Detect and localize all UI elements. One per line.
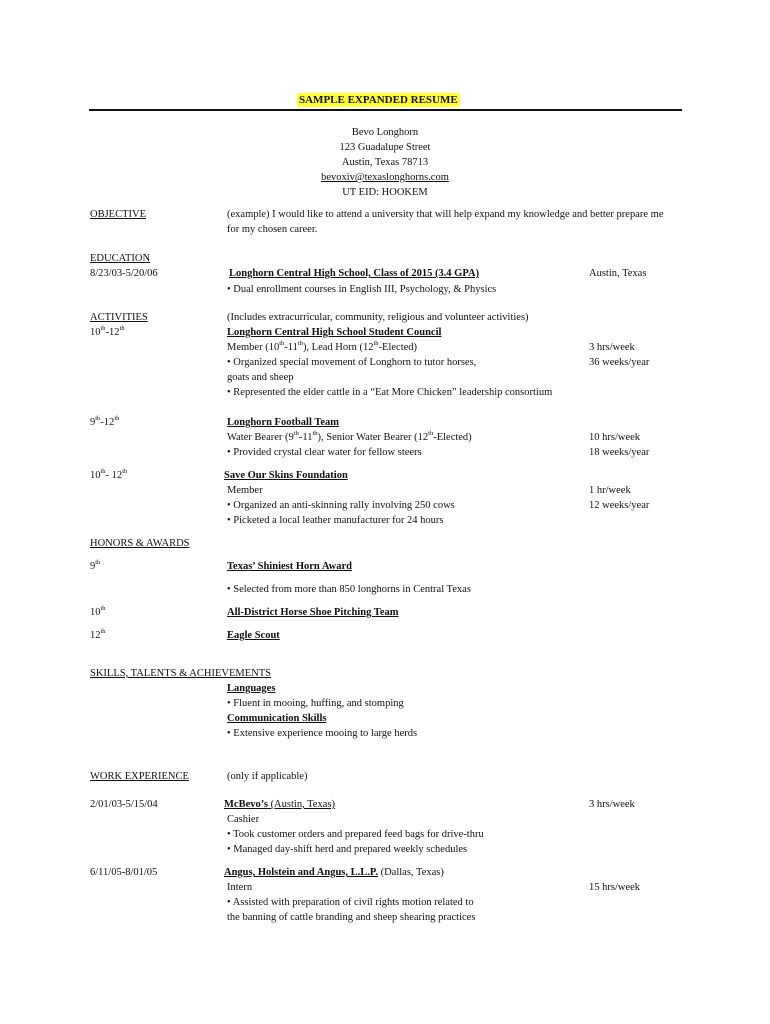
- activities-note: (Includes extracurricular, community, religious and volunteer activities): [227, 312, 529, 323]
- honor-title: Texas’ Shiniest Horn Award: [227, 561, 352, 572]
- job-bullet-2: the banning of cattle branding and sheep shearing practices: [227, 912, 476, 923]
- football-role: Water Bearer (9th-11th), Senior Water Bearer (12th-Elected): [227, 430, 472, 443]
- job-bullet-2: • Managed day-shift herd and prepared weekly schedules: [227, 844, 468, 855]
- honor-grade: 9th: [90, 559, 101, 572]
- honor-bullet: • Selected from more than 850 longhorns in Central Texas: [227, 584, 471, 595]
- skills-languages-title: Languages: [227, 683, 276, 694]
- objective-line-1: (example) I would like to attend a university that will help expand my knowledge and better prepare me: [227, 209, 664, 220]
- skills-communication-bullet: • Extensive experience mooing to large herds: [227, 728, 418, 739]
- title-divider: [89, 109, 682, 111]
- skins-weeks: 12 weeks/year: [589, 500, 650, 511]
- council-org: Longhorn Central High School Student Council: [227, 327, 442, 338]
- job-role: Intern: [227, 882, 253, 893]
- honor-grade: 10th: [90, 605, 106, 618]
- contact-street: 123 Guadalupe Street: [339, 142, 431, 153]
- football-hours: 10 hrs/week: [589, 432, 641, 443]
- email-link[interactable]: bevoxiv@texaslonghorns.com: [321, 172, 449, 183]
- honor-title: Eagle Scout: [227, 630, 280, 641]
- job-hours: 15 hrs/week: [589, 882, 641, 893]
- football-org: Longhorn Football Team: [227, 417, 340, 428]
- activities-heading: ACTIVITIES: [90, 312, 148, 323]
- skins-role: Member: [227, 485, 263, 496]
- job-employer-line: Angus, Holstein and Angus, L.L.P. (Dallas, Texas): [224, 867, 444, 878]
- skills-languages-bullet: • Fluent in mooing, huffing, and stomping: [227, 698, 404, 709]
- skins-org: Save Our Skins Foundation: [224, 470, 348, 481]
- council-bullet-1: • Organized special movement of Longhorn to tutor horses,: [227, 357, 477, 368]
- football-grades: 9th-12th: [90, 415, 120, 428]
- council-weeks: 36 weeks/year: [589, 357, 650, 368]
- contact-city: Austin, Texas 78713: [341, 157, 429, 168]
- job-employer-line: McBevo’s (Austin, Texas): [224, 799, 335, 810]
- skins-hours: 1 hr/week: [589, 485, 631, 496]
- education-location: Austin, Texas: [589, 268, 647, 279]
- football-bullet-1: • Provided crystal clear water for fellow steers: [227, 447, 422, 458]
- job-role: Cashier: [227, 814, 260, 825]
- education-school: Longhorn Central High School, Class of 2015 (3.4 GPA): [229, 268, 480, 279]
- contact-eid: UT EID: HOOKEM: [342, 187, 428, 198]
- honor-title: All-District Horse Shoe Pitching Team: [227, 607, 399, 618]
- skins-grades: 10th- 12th: [90, 468, 128, 481]
- skins-bullet-1: • Organized an anti-skinning rally involving 250 cows: [227, 500, 455, 511]
- skills-heading: SKILLS, TALENTS & ACHIEVEMENTS: [90, 668, 271, 679]
- objective-line-2: for my chosen career.: [227, 224, 318, 235]
- job-dates: 6/11/05-8/01/05: [90, 867, 158, 878]
- job-hours: 3 hrs/week: [589, 799, 635, 810]
- job-bullet-1: • Took customer orders and prepared feed bags for drive-thru: [227, 829, 484, 840]
- council-role: Member (10th-11th), Lead Horn (12th-Elected): [227, 340, 418, 353]
- skills-communication-title: Communication Skills: [227, 713, 327, 724]
- work-note: (only if applicable): [227, 771, 308, 782]
- job-bullet-1: • Assisted with preparation of civil rights motion related to: [227, 897, 474, 908]
- education-dates: 8/23/03-5/20/06: [90, 268, 158, 279]
- education-bullet: • Dual enrollment courses in English III, Psychology, & Physics: [227, 284, 497, 295]
- honor-grade: 12th: [90, 628, 106, 641]
- contact-name: Bevo Longhorn: [351, 127, 419, 138]
- contact-email[interactable]: [0, 170, 770, 185]
- council-bullet-2: • Represented the elder cattle in a “Eat More Chicken” leadership consortium: [227, 387, 553, 398]
- football-weeks: 18 weeks/year: [589, 447, 650, 458]
- council-hours: 3 hrs/week: [589, 342, 635, 353]
- job-dates: 2/01/03-5/15/04: [90, 799, 158, 810]
- objective-heading: OBJECTIVE: [90, 209, 146, 220]
- honors-heading: HONORS & AWARDS: [90, 538, 190, 549]
- work-heading: WORK EXPERIENCE: [90, 771, 189, 782]
- education-heading: EDUCATION: [90, 253, 151, 264]
- council-bullet-1-cont: goats and sheep: [227, 372, 294, 383]
- council-grades: 10th-12th: [90, 325, 125, 338]
- resume-title: SAMPLE EXPANDED RESUME: [299, 94, 458, 106]
- skins-bullet-2: • Picketed a local leather manufacturer for 24 hours: [227, 515, 444, 526]
